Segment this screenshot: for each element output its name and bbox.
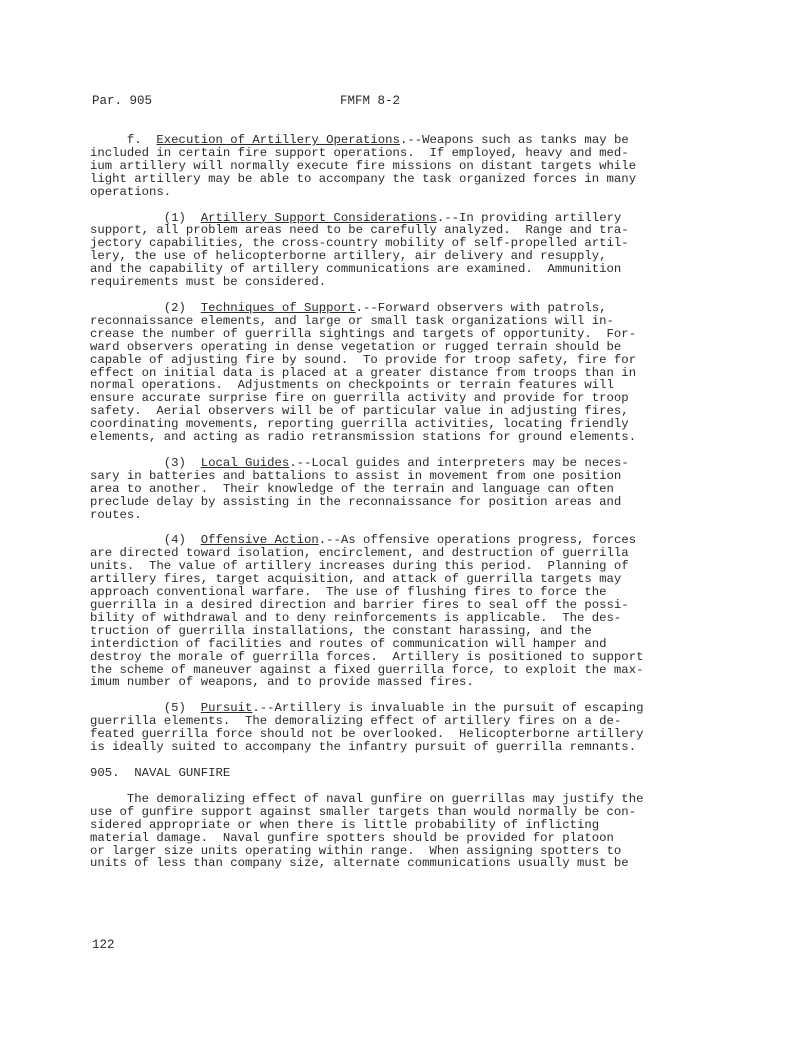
paragraph-4: (4) Offensive Action.--As offensive operations progress, forces are directed toward isolation, encirclement, and destruction of guerrilla units. The value of artillery increases during this period. Planning of artillery fires, target acquisition, and attack of guerrilla targets may approach conventional warfare. The use of flushing fires to force the guerrilla in a desired direction and barrier fires to seal off the possi- bility of withdrawal and to deny reinforcements is applicable. The des- truction of guerrilla installations, the constant harassing, and the interdiction of facilities and routes of communication will hamper and destroy the morale of guerrilla forces. Artillery is positioned to support the scheme of maneuver against a fixed guerrilla force, to exploit the max- imum number of weapons, and to provide massed fires. <box>90 533 644 690</box>
paragraph-title: Pursuit <box>200 701 253 716</box>
paragraph-2: (2) Techniques of Support.--Forward observers with patrols, reconnaissance elements, and large or small task organizations will in- crease the number of guerrilla sightings and targets of opportunity. For- ward observers operating in dense vegetation or rugged terrain should be capable of adjusting fire by sound. To provide for troop safety, fire for effect on initial data is placed at a greater distance from troops than in normal operations. Adjustments on checkpoints or terrain features will ensure accurate surprise fire on guerrilla activity and provide for troop safety. Aerial observers will be of particular value in adjusting fires, coordinating movements, reporting guerrilla activities, locating friendly elements, and acting as radio retransmission stations for ground elements. <box>90 300 637 445</box>
paragraph-title: Techniques of Support <box>200 300 356 315</box>
paragraph-3: (3) Local Guides.--Local guides and interpreters may be neces- sary in batteries and battalions to assist in movement from one position area to another. Their knowledge of the terrain and language can often preclude delay by assisting in the reconnaissance for position areas and routes. <box>90 455 629 522</box>
header-paragraph-ref: Par. 905 <box>92 94 153 108</box>
paragraph-title: Local Guides <box>200 455 290 470</box>
page-number: 122 <box>92 938 115 952</box>
paragraph-1: (1) Artillery Support Considerations.--In providing artillery support, all problem areas need to be carefully analyzed. Range and tra- jectory capabilities, the cross-country mobility of self-propelled artil- lery, the use of helicopterborne artillery, air delivery and resupply, and the capability of artillery communications are examined. Ammunition requirements must be considered. <box>90 210 629 290</box>
paragraph-title: Artillery Support Considerations <box>200 210 437 225</box>
paragraph-5: (5) Pursuit.--Artillery is invaluable in the pursuit of escaping guerrilla elements. The demoralizing effect of artillery fires on a de- feated guerrilla force should not be overlooked. Helicopterborne artillery is ideally suited to accompany the infantry pursuit of guerrilla remnants. <box>90 701 644 755</box>
paragraph-title: Offensive Action <box>200 533 319 548</box>
paragraph-title: Execution of Artillery Operations <box>156 133 400 147</box>
section-heading-905: 905. NAVAL GUNFIRE <box>90 765 231 780</box>
body-text <box>90 134 690 883</box>
paragraph-naval-gunfire: The demoralizing effect of naval gunfire on guerrillas may justify the use of gunfire support against smaller targets than would normally be con- sidered appropriate or when there is little probability of inflicting material damage. Naval gunfire spotters should be provided for platoon or larger size units operating within range. When assigning spotters to units of less than company size, alternate communications usually must be <box>90 791 644 871</box>
header-manual-id: FMFM 8-2 <box>340 94 401 108</box>
paragraph-f: f. Execution of Artillery Operations.--Weapons such as tanks may be included in certain fire support operations. If employed, heavy and med- ium artillery will normally execute fire missions on distant targets while light artillery may be able to accompany the task organized forces in many operations. <box>90 133 637 199</box>
